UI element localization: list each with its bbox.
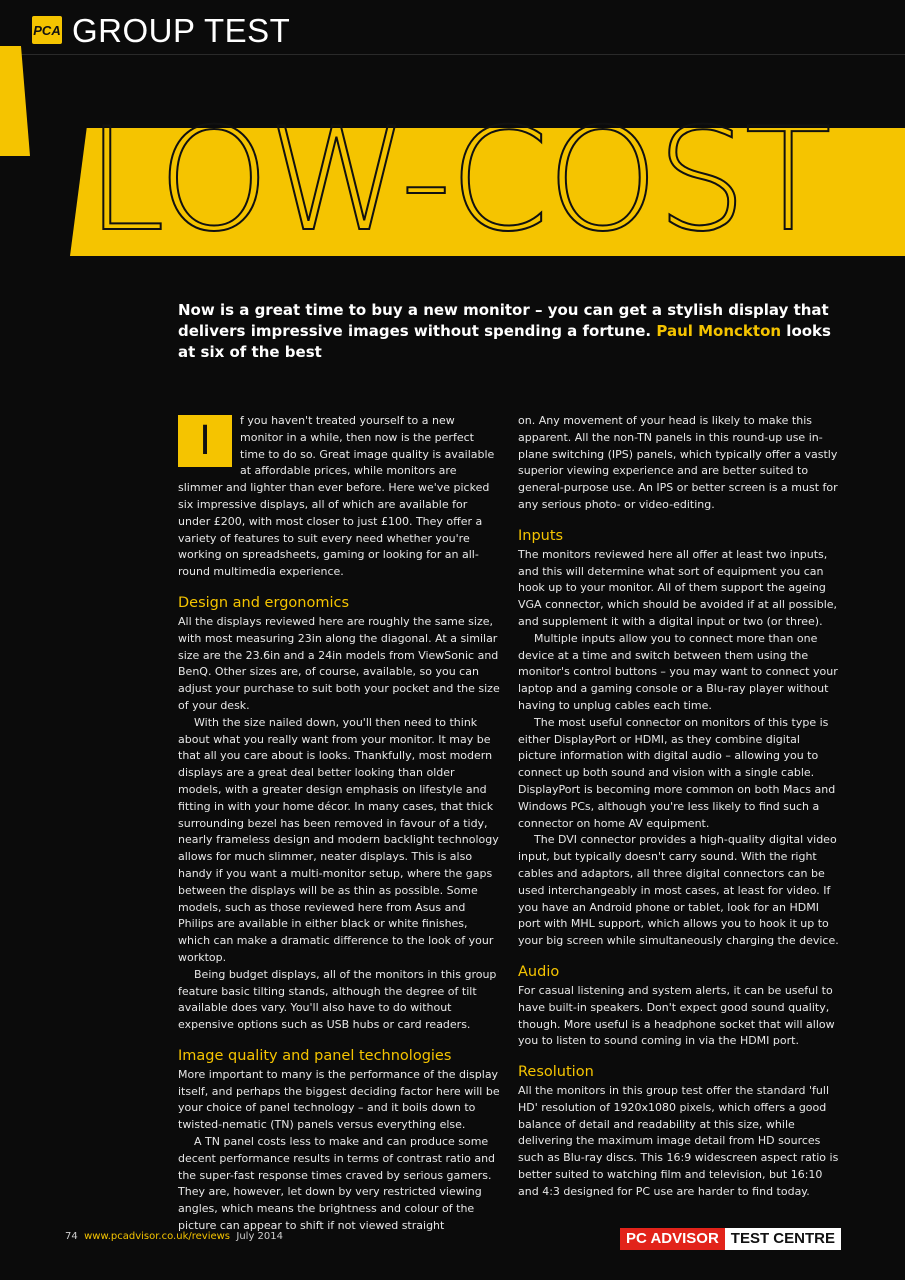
page-footer <box>65 1231 283 1242</box>
paragraph: All the monitors in this group test offer the standard 'full HD' resolution of 1920x1080 pixels, which offers a good balance of detail and readability at this size, while delivering the maximum image detail from HD sources such as Blu-ray discs. This 16:9 widescreen aspect ratio is better suited to watching film and television, but 16:10 and 4:3 designed for PC use are harder to find today. <box>518 1084 839 1198</box>
paragraph: The most useful connector on monitors of this type is either DisplayPort or HDMI, as they combine digital picture information with digital audio – allowing you to connect up both sound and vision with a single cable. DisplayPort is becoming more common on both Macs and Windows PCs, although you're less likely to find such a connector on home AV equipment. <box>518 715 836 830</box>
paragraph: More important to many is the performance of the display itself, and perhaps the biggest deciding factor here will be your choice of panel technology – and it boils down to twisted-nematic (TN) panels versus everything else. <box>178 1067 500 1132</box>
intro-text: f you haven't treated yourself to a new monitor in a while, then now is the perfect time to do so. Great image quality is available at affordable prices, while monitors are slimmer and lighter than ever before. Here we've picked six impressive displays, all of which are available for under £200, with most closer to just £100. They offer a variety of features to suit every need whether you're working on spreadsheets, gaming or looking for an all-round multimedia experience. <box>178 414 495 579</box>
intro-paragraph <box>178 413 501 581</box>
article-column-right <box>518 413 841 1201</box>
left-accent-tab <box>0 46 30 156</box>
brand-name: PC ADVISOR <box>620 1228 725 1250</box>
page-number: 74 <box>65 1231 78 1242</box>
pca-logo: PCA <box>32 16 62 44</box>
issue-date: July 2014 <box>236 1231 283 1242</box>
footer-url[interactable]: www.pcadvisor.co.uk/reviews <box>84 1231 231 1242</box>
paragraph: For casual listening and system alerts, it can be useful to have built-in speakers. Don't expect good sound quality, though. More useful is a headphone socket that will allow you to listen to sound coming in via the HDMI port. <box>518 983 835 1048</box>
heading-inputs: Inputs <box>518 527 564 544</box>
paragraph: A TN panel costs less to make and can produce some decent performance results in terms of contrast ratio and the super-fast response times craved by serious gamers. They are, however, let down by very restricted viewing angles, which means the brightness and colour of the picture can appear to shift if not viewed straight <box>178 1135 496 1233</box>
paragraph: With the size nailed down, you'll then need to think about what you really want from your monitor. It may be that all you care about is looks. Thankfully, most modern displays are a great deal better looking than older models, with a greater design emphasis on lifestyle and fitting in with your home décor. In many cases, that thick surrounding bezel has been removed in favour of a tidy, nearly frameless design and modern backlight technology allows for much slimmer, neater displays. This is also handy if you want a multi-monitor setup, where the gaps between the displays will be as thin as possible. Some models, such as those reviewed here from Asus and Philips are available in either black or white finishes, which can make a dramatic difference to the look of your worktop. <box>178 715 499 964</box>
heading-resolution: Resolution <box>518 1064 594 1081</box>
paragraph: Multiple inputs allow you to connect more than one device at a time and switch between them using the monitor's control buttons – you may want to connect your laptop and a gaming console or a Blu-ray player without having to unplug cables each time. <box>518 631 838 712</box>
standfirst-text: Now is a great time to buy a new monitor – you can get a stylish display that delivers impressive images without spending a fortune. <box>178 301 829 340</box>
paragraph: Being budget displays, all of the monitors in this group feature basic tilting stands, although the degree of tilt available does vary. You'll also have to do without expensive options such as USB hubs or card readers. <box>178 967 497 1032</box>
paragraph: The DVI connector provides a high-quality digital video input, but typically doesn't carry sound. With the right cables and adaptors, all three digital connectors can be used interchangeably in most cases, at least for video. If you have an Android phone or tablet, look for an HDMI port with MHL support, which allows you to hook it up to your big screen while simultaneously charging the device. <box>518 833 839 948</box>
article-column-left <box>178 413 501 1235</box>
heading-audio: Audio <box>518 963 560 980</box>
page-header <box>32 12 290 48</box>
author-name: Paul Monckton <box>656 322 782 340</box>
brand-subtitle: TEST CENTRE <box>725 1228 841 1250</box>
standfirst <box>178 300 838 363</box>
header-divider <box>0 54 905 55</box>
banner-title: LOW-COST <box>86 98 830 263</box>
paragraph: on. Any movement of your head is likely to make this apparent. All the non-TN panels in this round-up use in-plane switching (IPS) panels, which typically offer a vastly superior viewing experience and are better suited to general-purpose use. An IPS or better screen is a must for any serious photo- or video-editing. <box>518 414 838 511</box>
heading-design: Design and ergonomics <box>178 594 350 611</box>
standfirst-tail: looks at six of the best <box>178 322 831 361</box>
brand-badge <box>620 1228 841 1250</box>
paragraph: All the displays reviewed here are roughly the same size, with most measuring 23in along the diagonal. At a similar size are the 23.6in and a 24in models from ViewSonic and BenQ. Other sizes are, of course, available, so you can adjust your purchase to suit both your pocket and the size of your desk. <box>178 614 500 712</box>
section-title: GROUP TEST <box>72 11 291 49</box>
drop-cap: I <box>178 415 232 467</box>
heading-image-quality: Image quality and panel technologies <box>178 1047 452 1064</box>
paragraph: The monitors reviewed here all offer at least two inputs, and this will determine what sort of equipment you can hook up to your monitor. All of them support the ageing VGA connector, which should be avoided if at all possible, and supplement it with a digital input or two (or three). <box>518 547 838 628</box>
